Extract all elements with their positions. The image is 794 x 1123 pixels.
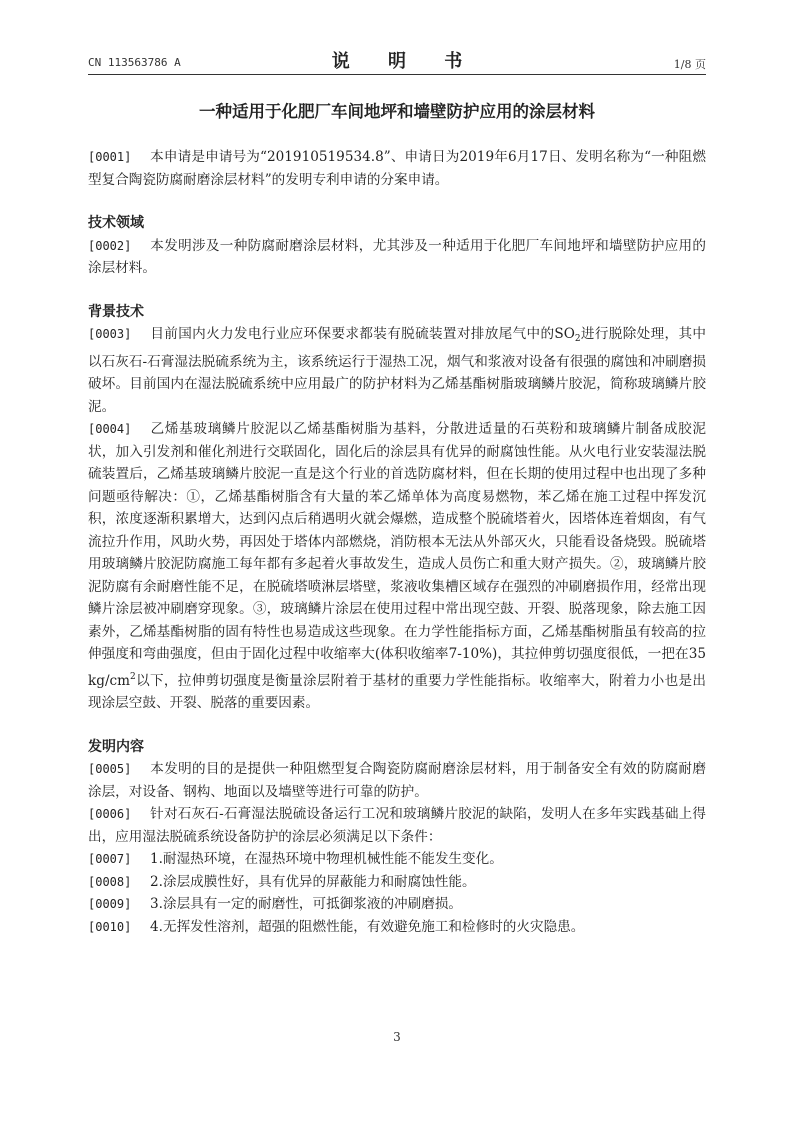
paragraph-text: 1.耐湿热环境，在湿热环境中物理机械性能不能发生变化。 [150,851,503,867]
page-number: 3 [393,1030,401,1044]
document-title: 一种适用于化肥厂车间地坪和墙壁防护应用的涂层材料 [199,102,595,121]
paragraph-number: [0009] [88,897,132,911]
paragraph-text: 2.涂层成膜性好，具有优异的屏蔽能力和耐腐蚀性能。 [150,873,476,890]
paragraph-number: [0001] [88,150,132,164]
paragraph-text: 本发明的目的是提供一种阻燃型复合陶瓷防腐耐磨涂层材料，用于制备安全有效的防腐耐磨涂层，对设备、钢构、地面以及墙壁等进行可靠的防护。 [88,761,706,800]
paragraph-number: [0007] [88,852,132,866]
paragraph-number: [0010] [88,919,132,934]
paragraph-text: 针对石灰石-石膏湿法脱硫设备运行工况和玻璃鳞片胶泥的缺陷，发明人在多年实践基础上得出，应用湿法脱硫系统设备防护的涂层必须满足以下条件： [88,806,706,845]
paragraph-number: [0004] [88,422,132,436]
superscript: 2 [130,671,136,682]
paragraph-number: [0003] [88,327,132,341]
paragraph-text: 3.涂层具有一定的耐磨性，可抵御浆液的冲刷磨损。 [150,896,463,912]
paragraph-0007 [88,848,706,871]
document-body [88,146,706,938]
paragraph-text-cont: 进行脱除处理，其中以石灰石-石膏湿法脱硫系统为主，该系统运行于湿热工况，烟气和浆液对设备有很强的腐蚀和冲刷磨损破坏。目前国内在湿法脱硫系统中应用最广的防护材料为乙烯基酯树脂玻璃鳞片胶泥，简称玻璃鳞片胶泥。 [88,326,706,415]
paragraph-number: [0002] [88,238,132,253]
section-heading-background: 背景技术 [88,303,144,320]
subscript: 2 [574,334,581,344]
page-count: 1/8 页 [673,58,706,71]
paragraph-number: [0008] [88,874,132,889]
paragraph-0002 [88,235,706,280]
paragraph-text: 乙烯基玻璃鳞片胶泥以乙烯基酯树脂为基料，分散进适量的石英粉和玻璃鳞片制备成胶泥状，加入引发剂和催化剂进行交联固化，固化后的涂层具有优异的耐腐蚀性能。从火电行业安装湿法脱硫装置后，乙烯基玻璃鳞片胶泥一直是这个行业的首选防腐材料，但在长期的使用过程中也出现了多种问题亟待解决：①，乙烯基酯树脂含有大量的苯乙烯单体为高度易燃物，苯乙烯在施工过程中挥发沉积，浓度逐渐积累增大，达到闪点后稍遇明火就会爆燃，造成整个脱硫塔着火，因塔体连着烟囱，有气流拉升作用，风助火势，再因处于塔体内部燃烧，消防根本无法从外部灭火，只能看设备烧毁。脱硫塔用玻璃鳞片胶泥防腐施工每年都有多起着火事故发生，造成人员伤亡和重大财产损失。②，玻璃鳞片胶泥防腐有余耐磨性能不足，在脱硫塔喷淋层塔壁，浆液收集槽区域存在强烈的冲刷磨损作用，经常出现鳞片涂层被冲刷磨穿现象。③，玻璃鳞片涂层在使用过程中常出现空鼓、开裂、脱落现象，除去施工因素外，乙烯基酯树脂的固有特性也易造成这些现象。在力学性能指标方面，乙烯基酯树脂虽有较高的拉伸强度和弯曲强度，但由于固化过程中收缩率大(体积收缩率7-10%)，其拉伸剪切强度很低，一把在35kg/cm [88,421,706,689]
paragraph-0001 [88,146,706,191]
paragraph-0008 [88,871,706,894]
paragraph-number: [0006] [88,807,132,821]
paragraph-text: 目前国内火力发电行业应环保要求都装有脱硫装置对排放尾气中的SO [150,326,575,342]
paragraph-0010 [88,916,706,939]
paragraph-text: 4.无挥发性溶剂，超强的阻燃性能，有效避免施工和检修时的火灾隐患。 [150,918,585,935]
paragraph-text: 本申请是申请号为“201910519534.8”、申请日为2019年6月17日、发明名称为“一种阻燃型复合陶瓷防腐耐磨涂层材料”的发明专利申请的分案申请。 [88,149,706,188]
paragraph-0009 [88,893,706,916]
paragraph-0004 [88,418,706,715]
paragraph-0003 [88,323,706,418]
publication-number: CN 113563786 A [88,56,181,69]
page-header [88,44,706,75]
section-title: 说 明 书 [331,51,479,72]
paragraph-text: 本发明涉及一种防腐耐磨涂层材料，尤其涉及一种适用于化肥厂车间地坪和墙壁防护应用的涂层材料。 [88,237,706,276]
section-heading-invention: 发明内容 [88,738,144,755]
section-heading-tech-field: 技术领域 [88,215,144,231]
paragraph-0005 [88,758,706,803]
paragraph-number: [0005] [88,762,132,776]
paragraph-text-cont: 以下，拉伸剪切强度是衡量涂层附着于基材的重要力学性能指标。收缩率大，附着力小也是出现涂层空鼓、开裂、脱落的重要因素。 [88,672,706,711]
paragraph-0006 [88,803,706,848]
